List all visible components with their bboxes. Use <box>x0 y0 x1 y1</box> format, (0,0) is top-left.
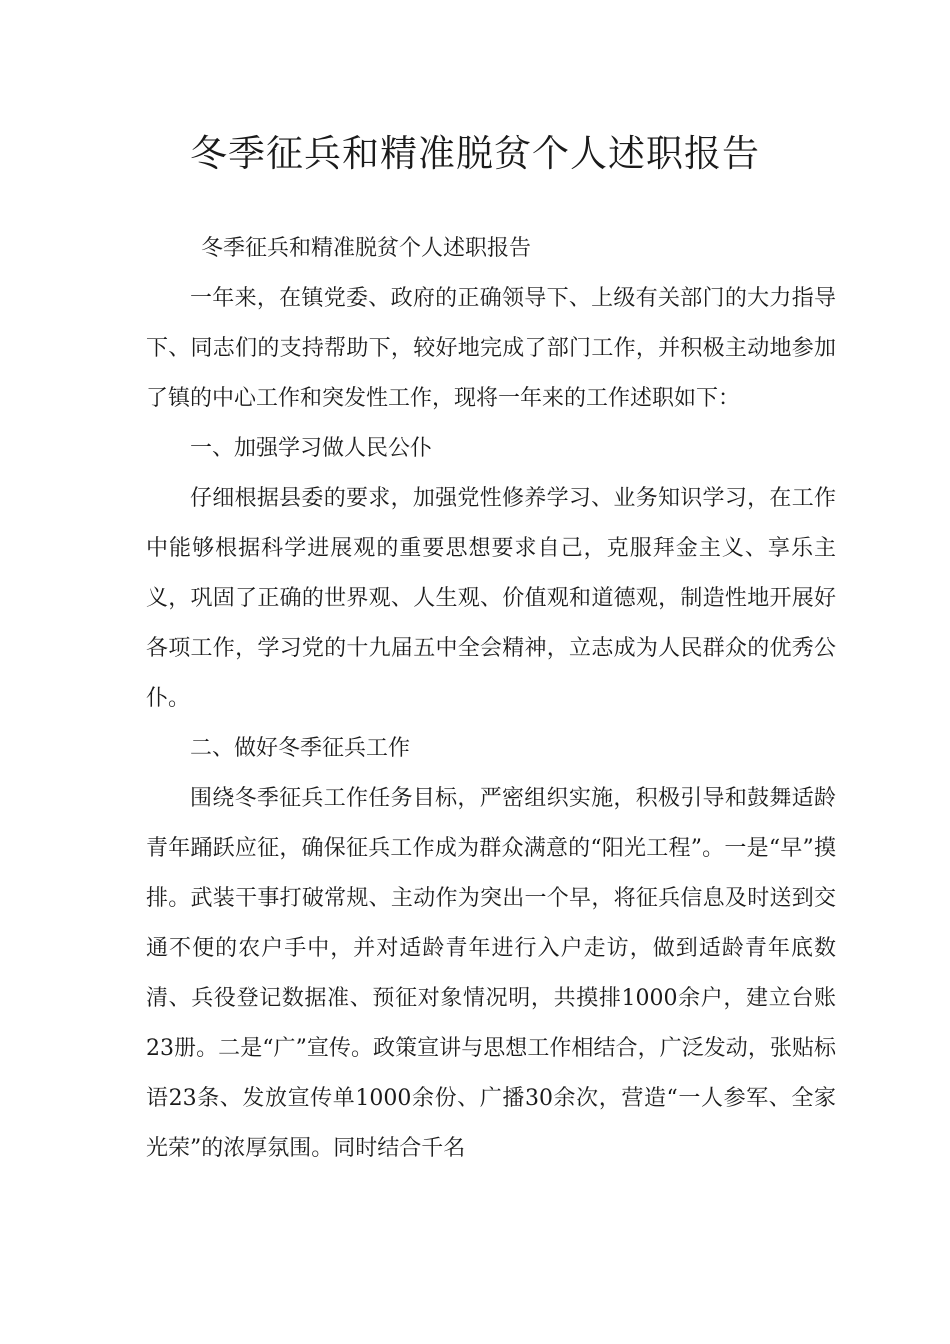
document-title: 冬季征兵和精准脱贫个人述职报告 <box>190 132 760 175</box>
paragraph-study: 仔细根据县委的要求，加强党性修养学习、业务知识学习，在工作中能够根据科学进展观的重要思想要求自己，克服拜金主义、享乐主义，巩固了正确的世界观、人生观、价值观和道德观，制造性地开展好各项工作，学习党的十九届五中全会精神，立志成为人民群众的优秀公仆。 <box>146 486 836 711</box>
section-heading-1: 一、加强学习做人民公仆 <box>190 436 433 461</box>
paragraph-intro: 一年来，在镇党委、政府的正确领导下、上级有关部门的大力指导下、同志们的支持帮助下，较好地完成了部门工作，并积极主动地参加了镇的中心工作和突发性工作，现将一年来的工作述职如下： <box>146 286 836 411</box>
body-subtitle: 冬季征兵和精准脱贫个人述职报告 <box>201 236 532 261</box>
section-heading-2: 二、做好冬季征兵工作 <box>190 736 411 761</box>
paragraph-conscription: 围绕冬季征兵工作任务目标，严密组织实施，积极引导和鼓舞适龄青年踊跃应征，确保征兵工作成为群众满意的“阳光工程”。一是“早”摸排。武装干事打破常规、主动作为突出一个早，将征兵信息及时送到交通不便的农户手中，并对适龄青年进行入户走访，做到适龄青年底数清、兵役登记数据准、预征对象情况明，共摸排1000余户，建立台账23册。二是“广”宣传。政策宣讲与思想工作相结合，广泛发动，张贴标语23条、发放宣传单1000余份、广播30余次，营造“一人参军、全家光荣”的浓厚氛围。同时结合千名 <box>146 786 836 1161</box>
document-body <box>146 224 836 1174</box>
